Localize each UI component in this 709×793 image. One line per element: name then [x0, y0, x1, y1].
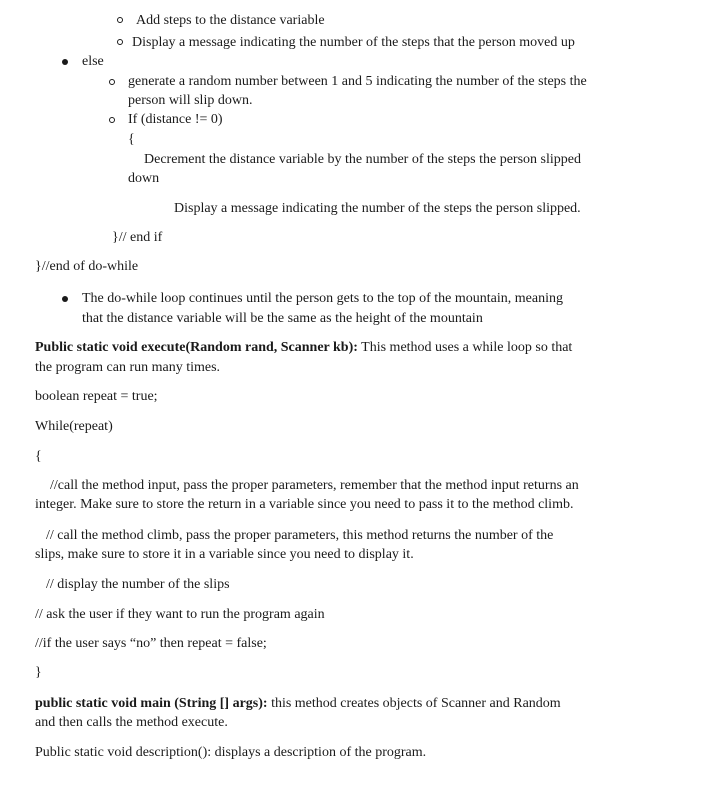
sub-bullet-icon	[109, 117, 115, 123]
method-description	[35, 695, 561, 713]
method-summary: This method uses a while loop so that	[357, 340, 573, 355]
code-line: }	[35, 665, 42, 680]
text-line: {	[128, 132, 135, 147]
text-line: else	[82, 54, 104, 69]
comment-line: //call the method input, pass the proper parameters, remember that the method input returns an	[50, 478, 579, 493]
sub-bullet-icon	[117, 17, 123, 23]
text-line: If (distance != 0)	[128, 112, 223, 127]
text-line: Display a message indicating the number of the steps that the person moved up	[132, 35, 575, 50]
code-line: {	[35, 449, 42, 464]
text-line: that the distance variable will be the same as the height of the mountain	[82, 311, 483, 326]
text-line: The do-while loop continues until the person gets to the top of the mountain, meaning	[82, 291, 563, 306]
comment-line: integer. Make sure to store the return in a variable since you need to pass it to the method climb.	[35, 497, 574, 512]
comment-line: // ask the user if they want to run the program again	[35, 607, 325, 622]
method-signature: Public static void execute(Random rand, Scanner kb):	[35, 340, 358, 355]
sub-bullet-icon	[117, 39, 123, 45]
method-description	[35, 339, 572, 357]
text-line: }//end of do-while	[35, 259, 139, 274]
text-line: down	[128, 171, 160, 186]
text-line: the program can run many times.	[35, 360, 221, 375]
comment-line: // call the method climb, pass the proper parameters, this method returns the number of the	[46, 528, 554, 543]
text-line: Public static void description(): displays a description of the program.	[35, 745, 427, 760]
text-line: and then calls the method execute.	[35, 715, 228, 730]
comment-line: //if the user says “no” then repeat = false;	[35, 636, 267, 651]
text-line: Add steps to the distance variable	[136, 13, 325, 28]
bullet-icon	[62, 59, 68, 65]
comment-line: // display the number of the slips	[46, 577, 230, 592]
sub-bullet-icon	[109, 79, 115, 85]
text-line: generate a random number between 1 and 5 indicating the number of the steps the	[128, 74, 587, 89]
code-line: While(repeat)	[35, 419, 113, 434]
bullet-icon	[62, 296, 68, 302]
method-signature: public static void main (String [] args):	[35, 696, 268, 711]
text-line: Decrement the distance variable by the number of the steps the person slipped	[144, 152, 581, 167]
method-summary: this method creates objects of Scanner and Random	[267, 696, 561, 711]
text-line: Display a message indicating the number of the steps the person slipped.	[174, 201, 581, 216]
code-line: boolean repeat = true;	[35, 389, 158, 404]
comment-line: slips, make sure to store it in a variable since you need to display it.	[35, 547, 414, 562]
text-line: person will slip down.	[128, 93, 253, 108]
text-line: }// end if	[112, 230, 163, 245]
